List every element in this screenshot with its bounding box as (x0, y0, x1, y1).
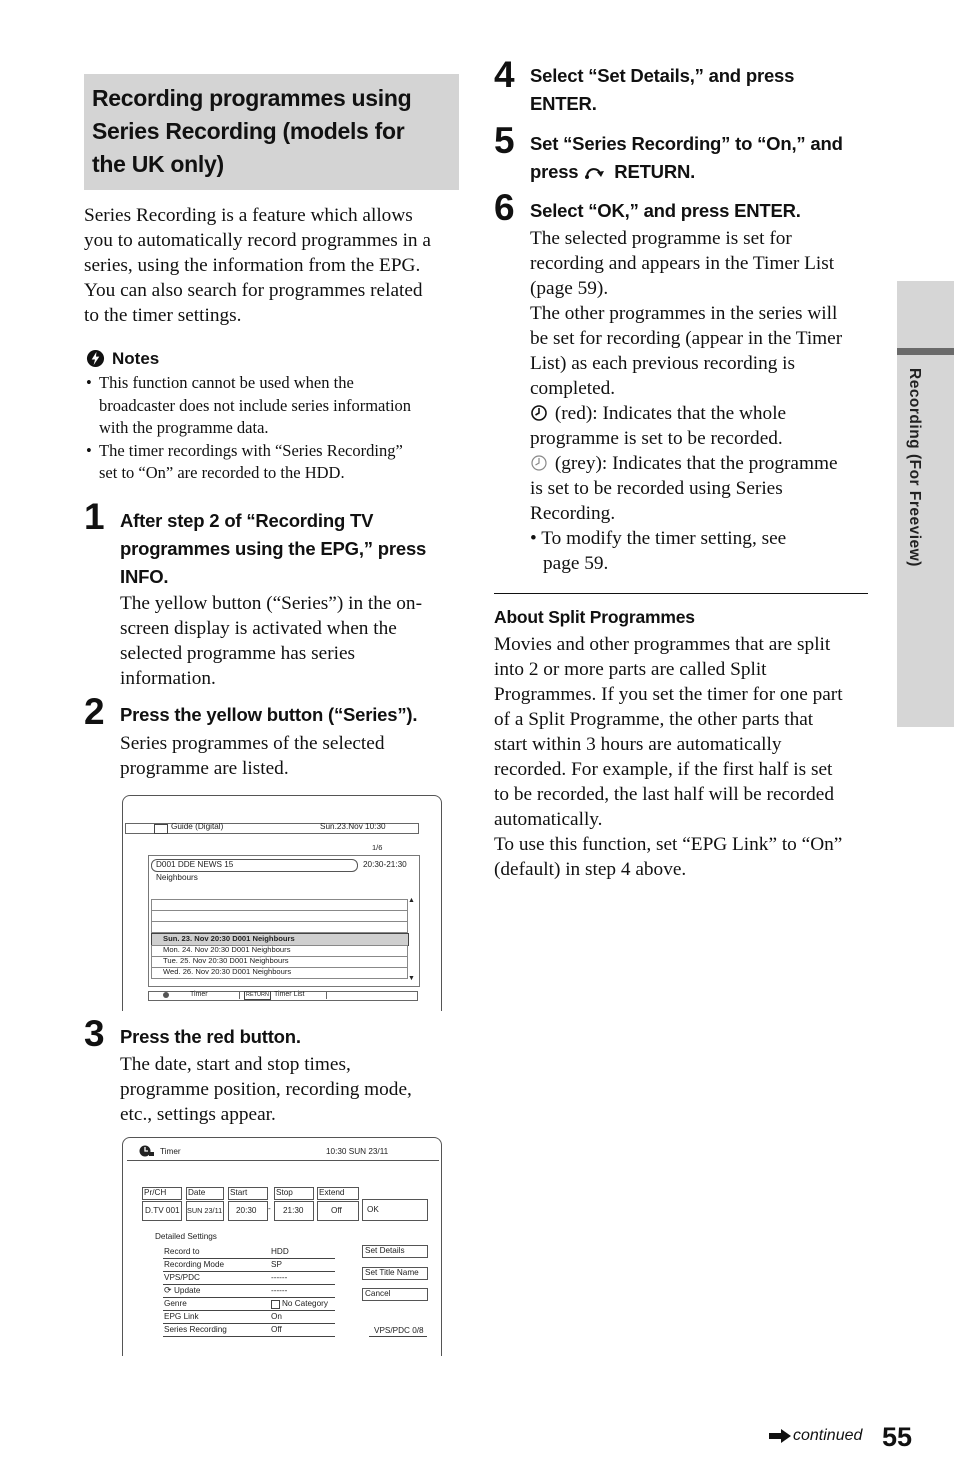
page-number: 55 (882, 1422, 913, 1452)
field-label: Start (230, 1188, 248, 1197)
text-line: start within 3 hours are automatically (494, 734, 782, 755)
title-line: Series Recording (models for (92, 118, 405, 144)
text-line: information. (120, 668, 216, 689)
text-line: be set for recording (appear in the Timer (530, 328, 843, 349)
step-number: 2 (84, 691, 105, 732)
field-value: D.TV 001 (145, 1206, 180, 1215)
step-title (530, 197, 875, 225)
text-line: Programmes. If you set the timer for one part (494, 684, 843, 705)
text-line: (default) in step 4 above. (494, 859, 687, 880)
screen-title: Timer (160, 1147, 181, 1156)
note-item (99, 372, 469, 440)
setting-label: VPS/PDC (164, 1273, 200, 1282)
step-title (120, 1023, 465, 1051)
section-divider (494, 593, 868, 594)
text-line: Movies and other programmes that are split (494, 634, 831, 655)
chapter-label (905, 368, 935, 708)
empty-row (151, 921, 408, 933)
scroll-up-arrow[interactable]: ▲ (408, 897, 415, 904)
notes-list (99, 372, 469, 485)
text-line: Select “Set Details,” and press (530, 65, 795, 86)
text-line: Select “OK,” and press ENTER. (530, 200, 801, 221)
text-line: set to “On” are recorded to the HDD. (99, 463, 345, 482)
text-line: selected programme has series (120, 643, 356, 664)
row-divider (163, 1336, 335, 1337)
text-line: The selected programme is set for (530, 228, 792, 249)
step-title (530, 130, 875, 186)
screen-date: Sun.23.Nov 10:30 (320, 822, 386, 831)
button-label: Set Title Name (365, 1268, 419, 1277)
text-line: etc., settings appear. (120, 1104, 276, 1125)
step-number: 4 (494, 54, 515, 95)
step-title (120, 701, 465, 729)
text-line: INFO. (120, 566, 169, 587)
text-line: Series Recording is a feature which allows (84, 205, 413, 226)
step-body (120, 591, 465, 691)
continued-label: continued (793, 1427, 863, 1444)
range-dash: - (268, 1204, 271, 1213)
scroll-down-arrow[interactable]: ▼ (408, 975, 415, 982)
page-counter: 1/6 (372, 843, 383, 852)
timer-red-icon (530, 404, 550, 422)
screen-title: Guide (Digital) (171, 822, 224, 831)
text-line: into 2 or more parts are called Split (494, 659, 767, 680)
text-line: Press the yellow button (“Series”). (120, 704, 418, 725)
field-label: Date (188, 1188, 206, 1197)
text-line: with the programme data. (99, 418, 269, 437)
row-text: Tue. 25. Nov 20:30 D001 Neighbours (163, 956, 289, 965)
button-label: Cancel (365, 1289, 391, 1298)
field-value: 21:30 (283, 1206, 304, 1215)
subsection-heading: About Split Programmes (494, 607, 695, 627)
text-line (530, 158, 875, 186)
text-line: screen display is activated when the (120, 618, 397, 639)
programme-time: 20:30-21:30 (363, 860, 407, 869)
text-line: Set “Series Recording” to “On,” and (530, 133, 843, 154)
text-line: ENTER. (530, 93, 597, 114)
step-title (530, 62, 875, 118)
setting-label: Recording Mode (164, 1260, 225, 1269)
text-line: programme are listed. (120, 758, 289, 779)
no-category-icon (271, 1300, 280, 1309)
note-item (99, 440, 469, 485)
field-label: Pr/CH (144, 1188, 167, 1197)
text-line: series, using the information from the EPG. (84, 255, 421, 276)
setting-label: EPG Link (164, 1312, 199, 1321)
row-divider (163, 1258, 335, 1259)
row-divider (163, 1284, 335, 1285)
text-fragment: (red): Indicates that the whole (554, 403, 787, 424)
row-text: Mon. 24. Nov 20:30 D001 Neighbours (163, 945, 291, 954)
text-fragment: RETURN. (614, 161, 696, 182)
setting-label: Update (174, 1286, 201, 1295)
detailed-settings-heading: Detailed Settings (155, 1232, 217, 1241)
text-line: recording and appears in the Timer List (530, 253, 835, 274)
text-line: of a Split Programme, the other parts that (494, 709, 814, 730)
step-body (120, 1052, 465, 1127)
text-line: page 59. (543, 553, 609, 574)
notes-heading: Notes (112, 349, 160, 368)
text-line: The yellow button (“Series”) in the on- (120, 593, 422, 614)
section-title-box (84, 74, 459, 190)
red-button-icon (163, 992, 169, 998)
text-line: (page 59). (530, 278, 609, 299)
chapter-label-text: Recording (For Freeview) (906, 368, 923, 567)
step-number: 5 (494, 120, 515, 161)
section-title (92, 82, 452, 181)
text-line: • The timer recordings with “Series Recording” (99, 440, 403, 460)
text-line: broadcaster does not include series information (99, 395, 412, 415)
table-row[interactable]: Sun. 23. Nov 20:30 D001 Neighbours (163, 934, 295, 943)
update-icon: ⟳ (164, 1285, 172, 1295)
text-line: Press the red button. (120, 1026, 301, 1047)
split-paragraph (494, 632, 874, 882)
text-line: You can also search for programmes related (84, 280, 423, 301)
guide-icon (154, 824, 168, 834)
notes-icon (86, 349, 106, 369)
step-number: 1 (84, 496, 105, 537)
text-fragment: press (530, 161, 579, 182)
field-value: 20:30 (236, 1206, 257, 1215)
setting-value[interactable]: ------ (271, 1286, 288, 1295)
text-line: Series programmes of the selected (120, 733, 385, 754)
button-label: Set Details (365, 1246, 405, 1255)
header-divider (127, 1160, 439, 1161)
step-body (120, 731, 465, 781)
step-title (120, 507, 465, 591)
text-line: List) as each previous recording is (530, 353, 796, 374)
screen-datetime: 10:30 SUN 23/11 (326, 1147, 389, 1156)
text-line: After step 2 of “Recording TV (120, 510, 374, 531)
text-line: automatically. (494, 809, 603, 830)
footer-timer-label: Timer (190, 991, 208, 998)
field-value: Off (331, 1206, 342, 1215)
field-label: Extend (319, 1188, 345, 1197)
text-fragment: To modify the timer setting, see (541, 528, 787, 549)
step-body (530, 226, 875, 576)
bullet-line: • To modify the timer setting, see (530, 528, 787, 549)
text-line: to the timer settings. (84, 305, 242, 326)
return-icon (583, 160, 609, 176)
row-divider (163, 1323, 335, 1324)
text-line: programmes using the EPG,” press (120, 538, 427, 559)
step-number: 3 (84, 1013, 105, 1054)
text-line: you to automatically record programmes in a (84, 230, 431, 251)
text-line: programme is set to be recorded. (530, 428, 783, 449)
setting-label: Genre (164, 1299, 187, 1308)
field-label: Stop (276, 1188, 293, 1197)
text-line: recorded. For example, if the first half is set (494, 759, 833, 780)
text-line: The date, start and stop times, (120, 1054, 351, 1075)
programme-title: Neighbours (156, 873, 198, 882)
text-line: To use this function, set “EPG Link” to “On” (494, 834, 843, 855)
text-fragment: (grey): Indicates that the programme (554, 453, 838, 474)
setting-value[interactable]: HDD (271, 1247, 289, 1256)
setting-value[interactable]: SP (271, 1260, 282, 1269)
intro-paragraph (84, 203, 464, 328)
text-line (530, 401, 875, 426)
setting-value[interactable]: Off (271, 1325, 282, 1334)
setting-label: Series Recording (164, 1325, 227, 1334)
row-text: Wed. 26. Nov 20:30 D001 Neighbours (163, 967, 292, 976)
epg-series-screen (122, 795, 442, 1011)
row-divider (163, 1271, 335, 1272)
row-divider (163, 1297, 335, 1298)
text-line: programme position, recording mode, (120, 1079, 412, 1100)
text-line: completed. (530, 378, 616, 399)
setting-label: Record to (164, 1247, 200, 1256)
text-line: • This function cannot be used when the (99, 373, 354, 392)
field-value: SUN 23/11 (187, 1206, 223, 1215)
ok-label: OK (367, 1205, 379, 1214)
setting-value[interactable]: On (271, 1312, 282, 1321)
arrow-right-icon (768, 1428, 792, 1446)
text-line: Recording. (530, 503, 616, 524)
timer-clock-icon (139, 1144, 155, 1156)
text-line: is set to be recorded using Series (530, 478, 783, 499)
row-divider (163, 1310, 335, 1311)
setting-value[interactable]: ------ (271, 1273, 288, 1282)
return-key-icon: RETURN (246, 992, 269, 998)
channel-name: D001 DDE NEWS 15 (156, 860, 234, 869)
text-line: The other programmes in the series will (530, 303, 838, 324)
step-number: 6 (494, 187, 515, 228)
title-line: the UK only) (92, 151, 224, 177)
timer-screen (122, 1137, 442, 1356)
setting-value[interactable]: No Category (282, 1299, 328, 1308)
footer-timerlist-label: Timer List (274, 991, 305, 998)
title-line: Recording programmes using (92, 85, 412, 111)
row-divider (369, 1336, 427, 1337)
text-line: to be recorded, the last half will be recorded (494, 784, 834, 805)
side-tab-marker (897, 348, 954, 355)
timer-grey-icon (530, 454, 550, 472)
text-line (530, 451, 875, 476)
vps-pdc-counter: VPS/PDC 0/8 (374, 1326, 424, 1335)
